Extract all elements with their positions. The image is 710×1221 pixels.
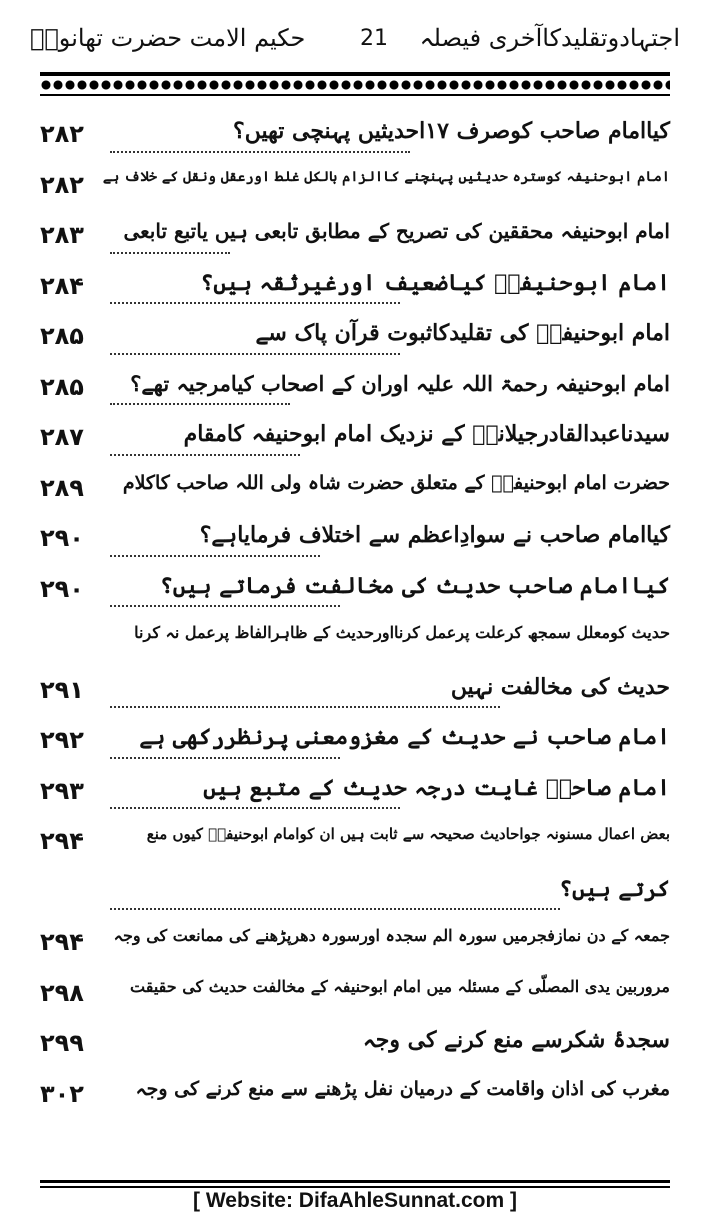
toc-entry xyxy=(40,567,670,618)
entry-page: ۲۹۰ xyxy=(40,574,84,603)
entry-title: کرتے ہیں؟ xyxy=(555,876,670,902)
toc-entry xyxy=(40,1021,670,1072)
entry-title: امام صاحب نے حدیث کے مغزومعنی پرنظررکھی ہے xyxy=(135,724,670,750)
entry-title: مغرب کی اذان واقامت کے درمیان نفل پڑھنے سے منع کرنے کی وجہ xyxy=(132,1078,670,1100)
dot-leader xyxy=(110,353,400,355)
entry-title: کیاامام صاحب نے سوادِاعظم سے اختلاف فرمایاہے؟ xyxy=(196,522,670,548)
dot-leader xyxy=(110,151,410,153)
entry-page: ۲۹۳ xyxy=(40,776,84,805)
entry-page: ۲۸۲ xyxy=(40,120,84,148)
entry-title: امام ابوحنیفہ کوسترہ حدیثیں پہنچنے کاالزام بالکل غلط اورعقل ونقل کے خلاف ہے xyxy=(99,169,670,185)
entry-title: حضرت امام ابوحنیفہؒ کے متعلق حضرت شاہ ولی اللہ صاحب کاکلام xyxy=(119,472,670,494)
entry-page: ۲۸۹ xyxy=(40,473,84,502)
entry-page: ۲۸۵ xyxy=(40,372,84,401)
toc-entry xyxy=(40,516,670,567)
entry-title: امام ابوحنیفہ رحمۃ اللہ علیہ اوران کے اصحاب کیامرجیہ تھے؟ xyxy=(126,371,670,396)
dot-leader xyxy=(110,757,340,759)
entry-title: امام ابوحنیفہؒ کی تقلیدکاثبوت قرآن پاک سے xyxy=(252,320,671,346)
entry-page: ۲۹۴ xyxy=(40,827,84,855)
toc-entry xyxy=(40,617,670,668)
entry-page: ۲۹۹ xyxy=(40,1029,84,1057)
entry-title: امام ابوحنیفہ محققین کی تصریح کے مطابق تابعی ہیں یاتبع تابعی xyxy=(119,219,670,243)
author-title: حکیم الامت حضرت تھانویؒ xyxy=(30,24,306,52)
toc-entry xyxy=(40,112,670,163)
header-rule-bottom xyxy=(40,94,670,96)
website-footer: [ Website: DifaAhleSunnat.com ] xyxy=(193,1189,517,1212)
toc-entry xyxy=(40,971,670,1022)
toc-entry xyxy=(40,365,670,416)
header-rule-top xyxy=(40,72,670,76)
entry-title: کیاامام صاحب کوصرف ۱۷احدیثیں پہنچی تھیں؟ xyxy=(229,118,670,144)
entry-title: حدیث کومعلل سمجھ کرعلت پرعمل کرنااورحدیث کے ظاہرالفاظ پرعمل نہ کرنا xyxy=(130,623,670,642)
dot-leader xyxy=(110,908,560,910)
page-number: 21 xyxy=(360,26,388,51)
entry-page: ۳۰۲ xyxy=(40,1079,84,1108)
toc-entry xyxy=(40,870,670,921)
entry-page: ۲۹۰ xyxy=(40,524,84,552)
dot-leader xyxy=(110,807,400,809)
entry-title: مروربین یدی المصلّی کے مسئلہ میں امام ابوحنیفہ کے مخالفت حدیث کی حقیقت xyxy=(126,977,670,996)
entry-title: جمعہ کے دن نمازفجرمیں سورہ الم سجدہ اورسورہ دھرپڑھنے کی ممانعت کی وجہ xyxy=(110,926,670,945)
entry-title: امام صاحبؒ غایت درجہ حدیث کے متبع ہیں xyxy=(199,775,670,801)
toc-entry xyxy=(40,920,670,971)
entry-page: ۲۸۷ xyxy=(40,423,84,451)
entry-page: ۲۸۵ xyxy=(40,322,84,350)
footer-rule-bottom xyxy=(40,1186,670,1188)
header-dot-border xyxy=(40,79,670,91)
toc-entry xyxy=(40,314,670,365)
book-title: اجتہادوتقلیدکاآخری فیصلہ xyxy=(419,24,680,52)
page-header xyxy=(30,18,680,66)
toc-entry xyxy=(40,163,670,214)
entry-title: کیاامام صاحب حدیث کی مخالفت فرماتے ہیں؟ xyxy=(156,573,670,599)
toc-entry xyxy=(40,466,670,517)
dot-leader xyxy=(110,454,300,456)
entry-page: ۲۹۸ xyxy=(40,978,84,1007)
contents-list xyxy=(40,112,670,1122)
toc-entry xyxy=(40,718,670,769)
toc-entry xyxy=(40,415,670,466)
toc-entry xyxy=(40,264,670,315)
entry-page: ۲۹۴ xyxy=(40,928,84,956)
entry-title: حدیث کی مخالفت نہیں xyxy=(447,674,670,700)
toc-entry xyxy=(40,668,670,719)
dot-leader xyxy=(110,605,340,607)
toc-entry xyxy=(40,1072,670,1123)
entry-title: بعض اعمال مسنونہ جواحادیث صحیحہ سے ثابت ہیں ان کوامام ابوحنیفہؒ کیوں منع xyxy=(143,825,670,843)
entry-title: امام ابوحنیفہؒ کیاضعیف اورغیرثقہ ہیں؟ xyxy=(196,270,670,296)
toc-entry xyxy=(40,769,670,820)
dot-leader xyxy=(110,555,320,557)
entry-page: ۲۹۱ xyxy=(40,675,84,704)
entry-title: سجدۂ شکرسے منع کرنے کی وجہ xyxy=(359,1027,670,1053)
toc-entry xyxy=(40,213,670,264)
toc-entry xyxy=(40,819,670,870)
entry-page: ۲۸۲ xyxy=(40,170,84,199)
entry-page: ۲۸۴ xyxy=(40,271,84,300)
dot-leader xyxy=(110,252,230,254)
entry-page: ۲۹۲ xyxy=(40,726,84,754)
entry-title: سیدناعبدالقادرجیلانیؒ کے نزدیک امام ابوحنیفہ کامقام xyxy=(180,421,670,447)
dot-leader xyxy=(110,403,290,405)
dot-leader xyxy=(110,302,400,304)
footer-rule-top xyxy=(40,1180,670,1183)
entry-page: ۲۸۳ xyxy=(40,221,84,249)
dot-leader xyxy=(110,706,500,708)
